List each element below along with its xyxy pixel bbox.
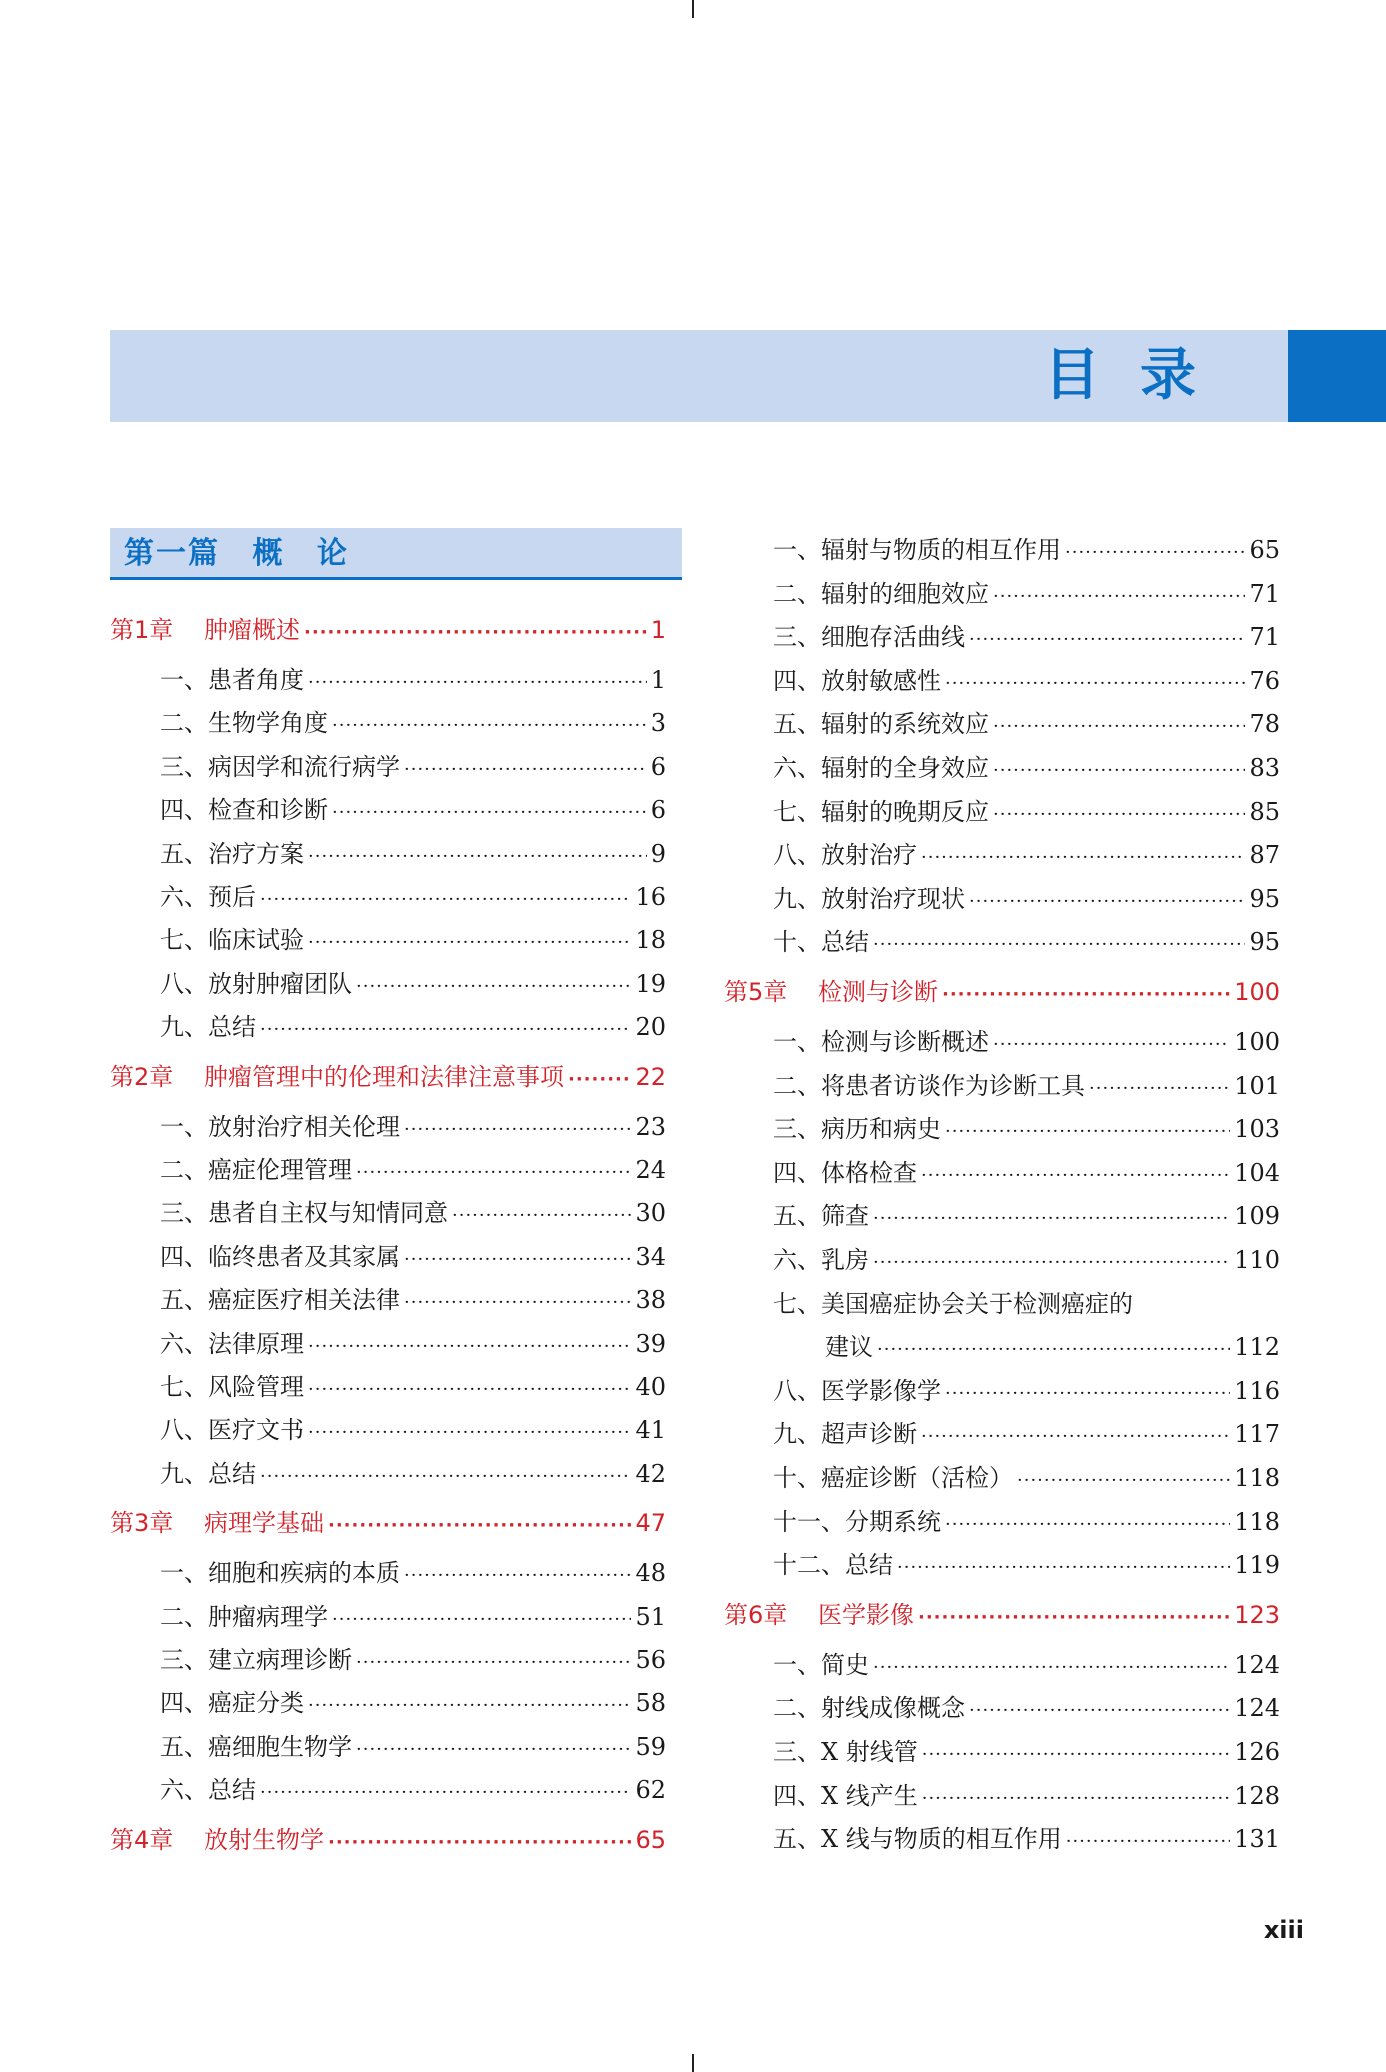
leader-dots	[922, 1735, 1230, 1775]
leader-dots	[945, 1112, 1230, 1152]
toc-entry-page: 124	[1234, 1650, 1280, 1679]
leader-dots	[969, 620, 1245, 660]
toc-entry-page: 39	[635, 1329, 666, 1358]
toc-chapter-title: 病理学基础	[204, 1509, 324, 1538]
leader-dots	[1066, 1822, 1230, 1862]
toc-entry-page: 71	[1249, 579, 1280, 608]
toc-entry-label: 五、X 线与物质的相互作用	[773, 1825, 1062, 1854]
leader-dots	[452, 1196, 631, 1236]
toc-entry-page: 40	[635, 1373, 666, 1401]
toc-entry[interactable]	[773, 922, 1280, 962]
leader-dots	[993, 751, 1245, 791]
toc-entry[interactable]	[773, 1022, 1280, 1062]
leader-dots	[897, 1548, 1230, 1588]
toc-chapter-label	[110, 1057, 564, 1097]
leader-dots	[993, 795, 1245, 835]
toc-entry-page: 3	[650, 709, 666, 738]
toc-entry[interactable]	[160, 1367, 666, 1407]
toc-chapter-page: 100	[1234, 978, 1280, 1006]
leader-dots	[921, 1417, 1230, 1457]
toc-entry[interactable]	[160, 1597, 666, 1637]
toc-entry-label: 三、细胞存活曲线	[773, 623, 965, 652]
toc-entry-label: 五、治疗方案	[160, 839, 304, 868]
toc-entry-label: 二、生物学角度	[160, 709, 328, 738]
toc-chapter-title: 肿瘤概述	[204, 616, 300, 644]
toc-chapter-page: 123	[1234, 1600, 1280, 1629]
toc-entry-page: 110	[1234, 1246, 1280, 1274]
toc-entry-page: 19	[635, 969, 666, 998]
toc-entry[interactable]	[773, 1153, 1280, 1193]
toc-entry[interactable]	[773, 879, 1280, 919]
leader-dots	[877, 1330, 1230, 1370]
toc-entry-page: 58	[635, 1689, 666, 1718]
leader-dots	[356, 1643, 631, 1683]
toc-entry-label: 三、病历和病史	[773, 1115, 941, 1144]
leader-dots	[922, 1779, 1230, 1819]
toc-entry[interactable]	[773, 835, 1280, 875]
leader-dots	[404, 1556, 631, 1596]
toc-entry-page: 42	[635, 1459, 666, 1488]
leader-dots	[332, 793, 647, 833]
toc-entry-label: 二、将患者访谈作为诊断工具	[773, 1071, 1085, 1100]
toc-entry-label: 四、X 线产生	[773, 1781, 918, 1810]
toc-entry-label: 四、临终患者及其家属	[160, 1242, 400, 1271]
toc-entry-label: 三、患者自主权与知情同意	[160, 1199, 448, 1228]
toc-entry[interactable]	[160, 747, 666, 787]
toc-chapter[interactable]	[724, 1595, 1280, 1635]
toc-entry[interactable]	[160, 834, 666, 874]
toc-entry-label: 六、乳房	[773, 1246, 869, 1274]
toc-entry-label: 四、体格检查	[773, 1158, 917, 1187]
toc-entry-page: 6	[650, 796, 666, 825]
toc-entry-page: 34	[635, 1242, 666, 1271]
toc-chapter-page: 1	[650, 616, 666, 644]
leader-dots	[308, 1686, 631, 1726]
toc-entry-label: 六、预后	[160, 883, 256, 911]
toc-entry[interactable]	[773, 1819, 1280, 1859]
toc-entry-page: 18	[635, 926, 666, 955]
leader-dots	[1017, 1461, 1230, 1501]
toc-entry-label: 一、患者角度	[160, 666, 304, 694]
toc-entry-label: 三、建立病理诊断	[160, 1646, 352, 1674]
toc-entry-page: 30	[635, 1199, 666, 1228]
toc-entry-page: 38	[635, 1286, 666, 1315]
toc-chapter-label	[724, 1595, 914, 1635]
toc-entry-label: 十二、总结	[773, 1551, 893, 1580]
toc-entry-label: 八、放射治疗	[773, 841, 917, 870]
toc-entry-page: 118	[1234, 1464, 1280, 1492]
toc-entry[interactable]	[773, 574, 1280, 614]
toc-chapter-number: 第4章	[110, 1825, 174, 1854]
toc-entry-label: 九、总结	[160, 1013, 256, 1042]
toc-entry-continuation	[825, 1327, 1280, 1367]
toc-entry-page: 101	[1234, 1071, 1280, 1100]
toc-entry[interactable]	[773, 1066, 1280, 1106]
toc-entry-page: 112	[1234, 1333, 1280, 1362]
toc-entry[interactable]	[160, 1727, 666, 1767]
toc-entry-label: 二、癌症伦理管理	[160, 1156, 352, 1184]
toc-entry-label: 九、超声诊断	[773, 1420, 917, 1449]
toc-chapter-title: 检测与诊断	[818, 978, 938, 1006]
toc-entry[interactable]	[773, 1732, 1280, 1772]
toc-entry-label: 八、医疗文书	[160, 1416, 304, 1445]
leader-dots	[1065, 533, 1245, 573]
toc-entry[interactable]	[773, 1502, 1280, 1542]
toc-entry-label: 十、总结	[773, 928, 869, 957]
leader-dots	[942, 975, 1230, 1015]
toc-entry[interactable]	[773, 1545, 1280, 1585]
toc-chapter-number: 第3章	[110, 1509, 174, 1538]
part-heading	[110, 528, 682, 580]
toc-entry-page: 124	[1234, 1694, 1280, 1723]
toc-entry[interactable]	[160, 1324, 666, 1364]
leader-dots	[945, 1374, 1230, 1414]
toc-chapter-label	[110, 1820, 324, 1860]
toc-entry-page: 41	[635, 1416, 666, 1445]
toc-entry[interactable]	[160, 964, 666, 1004]
leader-dots	[873, 925, 1245, 965]
toc-entry-label: 五、癌症医疗相关法律	[160, 1286, 400, 1315]
toc-entry[interactable]	[773, 1414, 1280, 1454]
page-number: xiii	[1263, 1916, 1304, 1944]
toc-entry-page: 71	[1249, 623, 1280, 652]
toc-entry[interactable]	[160, 790, 666, 830]
toc-entry[interactable]	[773, 704, 1280, 744]
crop-mark-bottom	[692, 2054, 694, 2072]
toc-entry-page: 100	[1234, 1028, 1280, 1056]
crop-mark-top	[692, 0, 694, 18]
toc-entry-page: 116	[1234, 1376, 1280, 1405]
leader-dots	[404, 1110, 631, 1150]
toc-entry-page: 24	[635, 1156, 666, 1184]
toc-entry-page: 95	[1249, 884, 1280, 913]
toc-entry[interactable]	[773, 1458, 1280, 1498]
toc-chapter[interactable]	[724, 972, 1280, 1012]
toc-entry	[773, 1284, 1280, 1324]
leader-dots	[1089, 1069, 1230, 1109]
toc-entry-label: 一、辐射与物质的相互作用	[773, 536, 1061, 564]
toc-entry-label: 五、筛查	[773, 1202, 869, 1231]
toc-entry[interactable]	[773, 1196, 1280, 1236]
toc-entry[interactable]	[160, 1770, 666, 1810]
toc-entry[interactable]	[160, 1553, 666, 1593]
toc-entry-page: 128	[1234, 1781, 1280, 1810]
leader-dots	[308, 837, 647, 877]
toc-chapter-number: 第1章	[110, 616, 174, 644]
leader-dots	[921, 838, 1245, 878]
toc-entry-page: 1	[650, 666, 666, 694]
leader-dots	[308, 663, 647, 703]
leader-dots	[356, 1730, 631, 1770]
leader-dots	[404, 1240, 631, 1280]
toc-entry-page: 103	[1234, 1115, 1280, 1144]
toc-entry-label: 七、辐射的晚期反应	[773, 797, 989, 826]
toc-chapter-label	[724, 972, 938, 1012]
toc-entry[interactable]	[773, 792, 1280, 832]
toc-entry-label: 五、癌细胞生物学	[160, 1732, 352, 1761]
toc-chapter-number: 第5章	[724, 978, 788, 1006]
toc-entry[interactable]	[160, 877, 666, 917]
toc-entry-page: 78	[1249, 710, 1280, 739]
toc-entry-label: 一、检测与诊断概述	[773, 1028, 989, 1056]
toc-entry-label: 三、病因学和流行病学	[160, 752, 400, 781]
toc-entry[interactable]	[160, 1683, 666, 1723]
toc-entry-label: 九、放射治疗现状	[773, 884, 965, 913]
title-tab	[1288, 330, 1386, 422]
page-title: 目录	[1044, 343, 1236, 408]
toc-entry-page: 95	[1249, 928, 1280, 957]
toc-entry[interactable]	[160, 1107, 666, 1147]
leader-dots	[308, 1327, 631, 1367]
leader-dots	[921, 1156, 1230, 1196]
toc-entry[interactable]	[773, 1109, 1280, 1149]
toc-chapter[interactable]	[110, 610, 666, 650]
leader-dots	[356, 1153, 631, 1193]
toc-entry-page: 87	[1249, 841, 1280, 870]
leader-dots	[993, 1025, 1230, 1065]
toc-entry[interactable]	[160, 1150, 666, 1190]
leader-dots	[332, 706, 647, 746]
toc-entry[interactable]	[773, 617, 1280, 657]
toc-entry[interactable]	[160, 1237, 666, 1277]
leader-dots	[918, 1598, 1230, 1638]
toc-entry-page: 62	[635, 1776, 666, 1805]
toc-entry-page: 85	[1249, 797, 1280, 826]
leader-dots	[969, 882, 1245, 922]
toc-entry-page: 23	[635, 1112, 666, 1141]
toc-entry[interactable]	[773, 1240, 1280, 1280]
toc-entry-page: 6	[650, 752, 666, 781]
toc-entry-page: 65	[1249, 536, 1280, 564]
toc-entry-label: 四、检查和诊断	[160, 796, 328, 825]
toc-entry-label: 十一、分期系统	[773, 1507, 941, 1536]
toc-entry[interactable]	[160, 920, 666, 960]
leader-dots	[260, 1457, 631, 1497]
toc-entry-page: 131	[1234, 1825, 1280, 1854]
leader-dots	[328, 1506, 631, 1546]
toc-entry-label: 五、辐射的系统效应	[773, 710, 989, 739]
leader-dots	[260, 1010, 631, 1050]
toc-entry[interactable]	[773, 1645, 1280, 1685]
toc-entry[interactable]	[773, 1776, 1280, 1816]
toc-chapter-label	[110, 610, 300, 650]
toc-entry-label: 十、癌症诊断（活检）	[773, 1464, 1013, 1492]
toc-entry-label: 八、放射肿瘤团队	[160, 969, 352, 998]
toc-entry[interactable]	[773, 661, 1280, 701]
toc-chapter-number: 第2章	[110, 1062, 174, 1091]
leader-dots	[308, 1370, 631, 1410]
leader-dots	[969, 1691, 1230, 1731]
leader-dots	[993, 577, 1245, 617]
toc-chapter-number: 第6章	[724, 1600, 788, 1629]
toc-entry-page: 109	[1234, 1202, 1280, 1231]
leader-dots	[404, 750, 647, 790]
toc-chapter-title: 肿瘤管理中的伦理和法律注意事项	[204, 1062, 564, 1091]
toc-entry-label: 六、总结	[160, 1776, 256, 1805]
leader-dots	[260, 1773, 631, 1813]
toc-entry-page: 56	[635, 1646, 666, 1674]
leader-dots	[873, 1199, 1230, 1239]
toc-entry-label: 一、放射治疗相关伦理	[160, 1112, 400, 1141]
leader-dots	[308, 923, 631, 963]
toc-entry-page: 104	[1234, 1158, 1280, 1187]
toc-entry-label: 七、美国癌症协会关于检测癌症的	[773, 1289, 1133, 1318]
toc-entry-page: 59	[635, 1732, 666, 1761]
toc-entry[interactable]	[773, 1688, 1280, 1728]
toc-entry-page: 51	[635, 1602, 666, 1631]
toc-entry-label: 六、法律原理	[160, 1329, 304, 1358]
toc-entry-page: 119	[1234, 1551, 1280, 1580]
toc-entry-page: 48	[635, 1559, 666, 1588]
leader-dots	[873, 1648, 1230, 1688]
toc-entry-page: 117	[1234, 1420, 1280, 1449]
toc-entry-label: 四、放射敏感性	[773, 666, 941, 695]
toc-entry[interactable]	[773, 1371, 1280, 1411]
toc-entry-label: 九、总结	[160, 1459, 256, 1488]
toc-entry-label: 一、简史	[773, 1650, 869, 1679]
toc-entry[interactable]	[160, 1640, 666, 1680]
toc-entry-label: 三、X 射线管	[773, 1738, 918, 1766]
toc-entry-label: 一、细胞和疾病的本质	[160, 1559, 400, 1588]
toc-entry-page: 76	[1249, 666, 1280, 695]
toc-chapter[interactable]	[110, 1057, 666, 1097]
toc-entry-page: 83	[1249, 754, 1280, 782]
toc-chapter-title: 医学影像	[818, 1600, 914, 1629]
toc-entry-label: 二、肿瘤病理学	[160, 1602, 328, 1631]
part-heading-text: 第一篇 概 论	[124, 536, 349, 571]
toc-entry-label: 二、辐射的细胞效应	[773, 579, 989, 608]
toc-entry[interactable]	[160, 1193, 666, 1233]
toc-chapter-page: 65	[635, 1825, 666, 1854]
leader-dots	[945, 1505, 1230, 1545]
toc-entry[interactable]	[160, 1410, 666, 1450]
toc-chapter-page: 47	[635, 1509, 666, 1538]
toc-entry-label: 二、射线成像概念	[773, 1694, 965, 1723]
toc-entry-label: 七、临床试验	[160, 926, 304, 955]
leader-dots	[304, 613, 647, 653]
toc-entry-page: 9	[650, 839, 666, 868]
toc-entry[interactable]	[160, 1007, 666, 1047]
leader-dots	[873, 1243, 1230, 1283]
leader-dots	[993, 707, 1245, 747]
leader-dots	[568, 1060, 631, 1100]
leader-dots	[356, 967, 631, 1007]
toc-entry[interactable]	[773, 530, 1280, 570]
toc-entry[interactable]	[160, 1454, 666, 1494]
toc-entry[interactable]	[160, 660, 666, 700]
toc-entry[interactable]	[160, 703, 666, 743]
toc-entry-label: 八、医学影像学	[773, 1376, 941, 1405]
toc-entry-page: 126	[1234, 1738, 1280, 1766]
toc-entry-label: 七、风险管理	[160, 1373, 304, 1401]
toc-entry-label: 建议	[825, 1333, 873, 1362]
leader-dots	[945, 664, 1245, 704]
toc-entry-label: 四、癌症分类	[160, 1689, 304, 1718]
leader-dots	[308, 1413, 631, 1453]
toc-entry-page: 16	[635, 883, 666, 911]
toc-chapter[interactable]	[110, 1503, 666, 1543]
toc-chapter[interactable]	[110, 1820, 666, 1860]
toc-entry-page: 20	[635, 1013, 666, 1042]
toc-entry-page: 118	[1234, 1507, 1280, 1536]
toc-entry[interactable]	[160, 1280, 666, 1320]
toc-entry[interactable]	[773, 748, 1280, 788]
leader-dots	[332, 1600, 631, 1640]
leader-dots	[260, 880, 631, 920]
toc-chapter-label	[110, 1503, 324, 1543]
toc-chapter-title: 放射生物学	[204, 1825, 324, 1854]
toc-chapter-page: 22	[635, 1062, 666, 1091]
leader-dots	[328, 1823, 631, 1863]
leader-dots	[404, 1283, 631, 1323]
toc-entry-label: 六、辐射的全身效应	[773, 754, 989, 782]
